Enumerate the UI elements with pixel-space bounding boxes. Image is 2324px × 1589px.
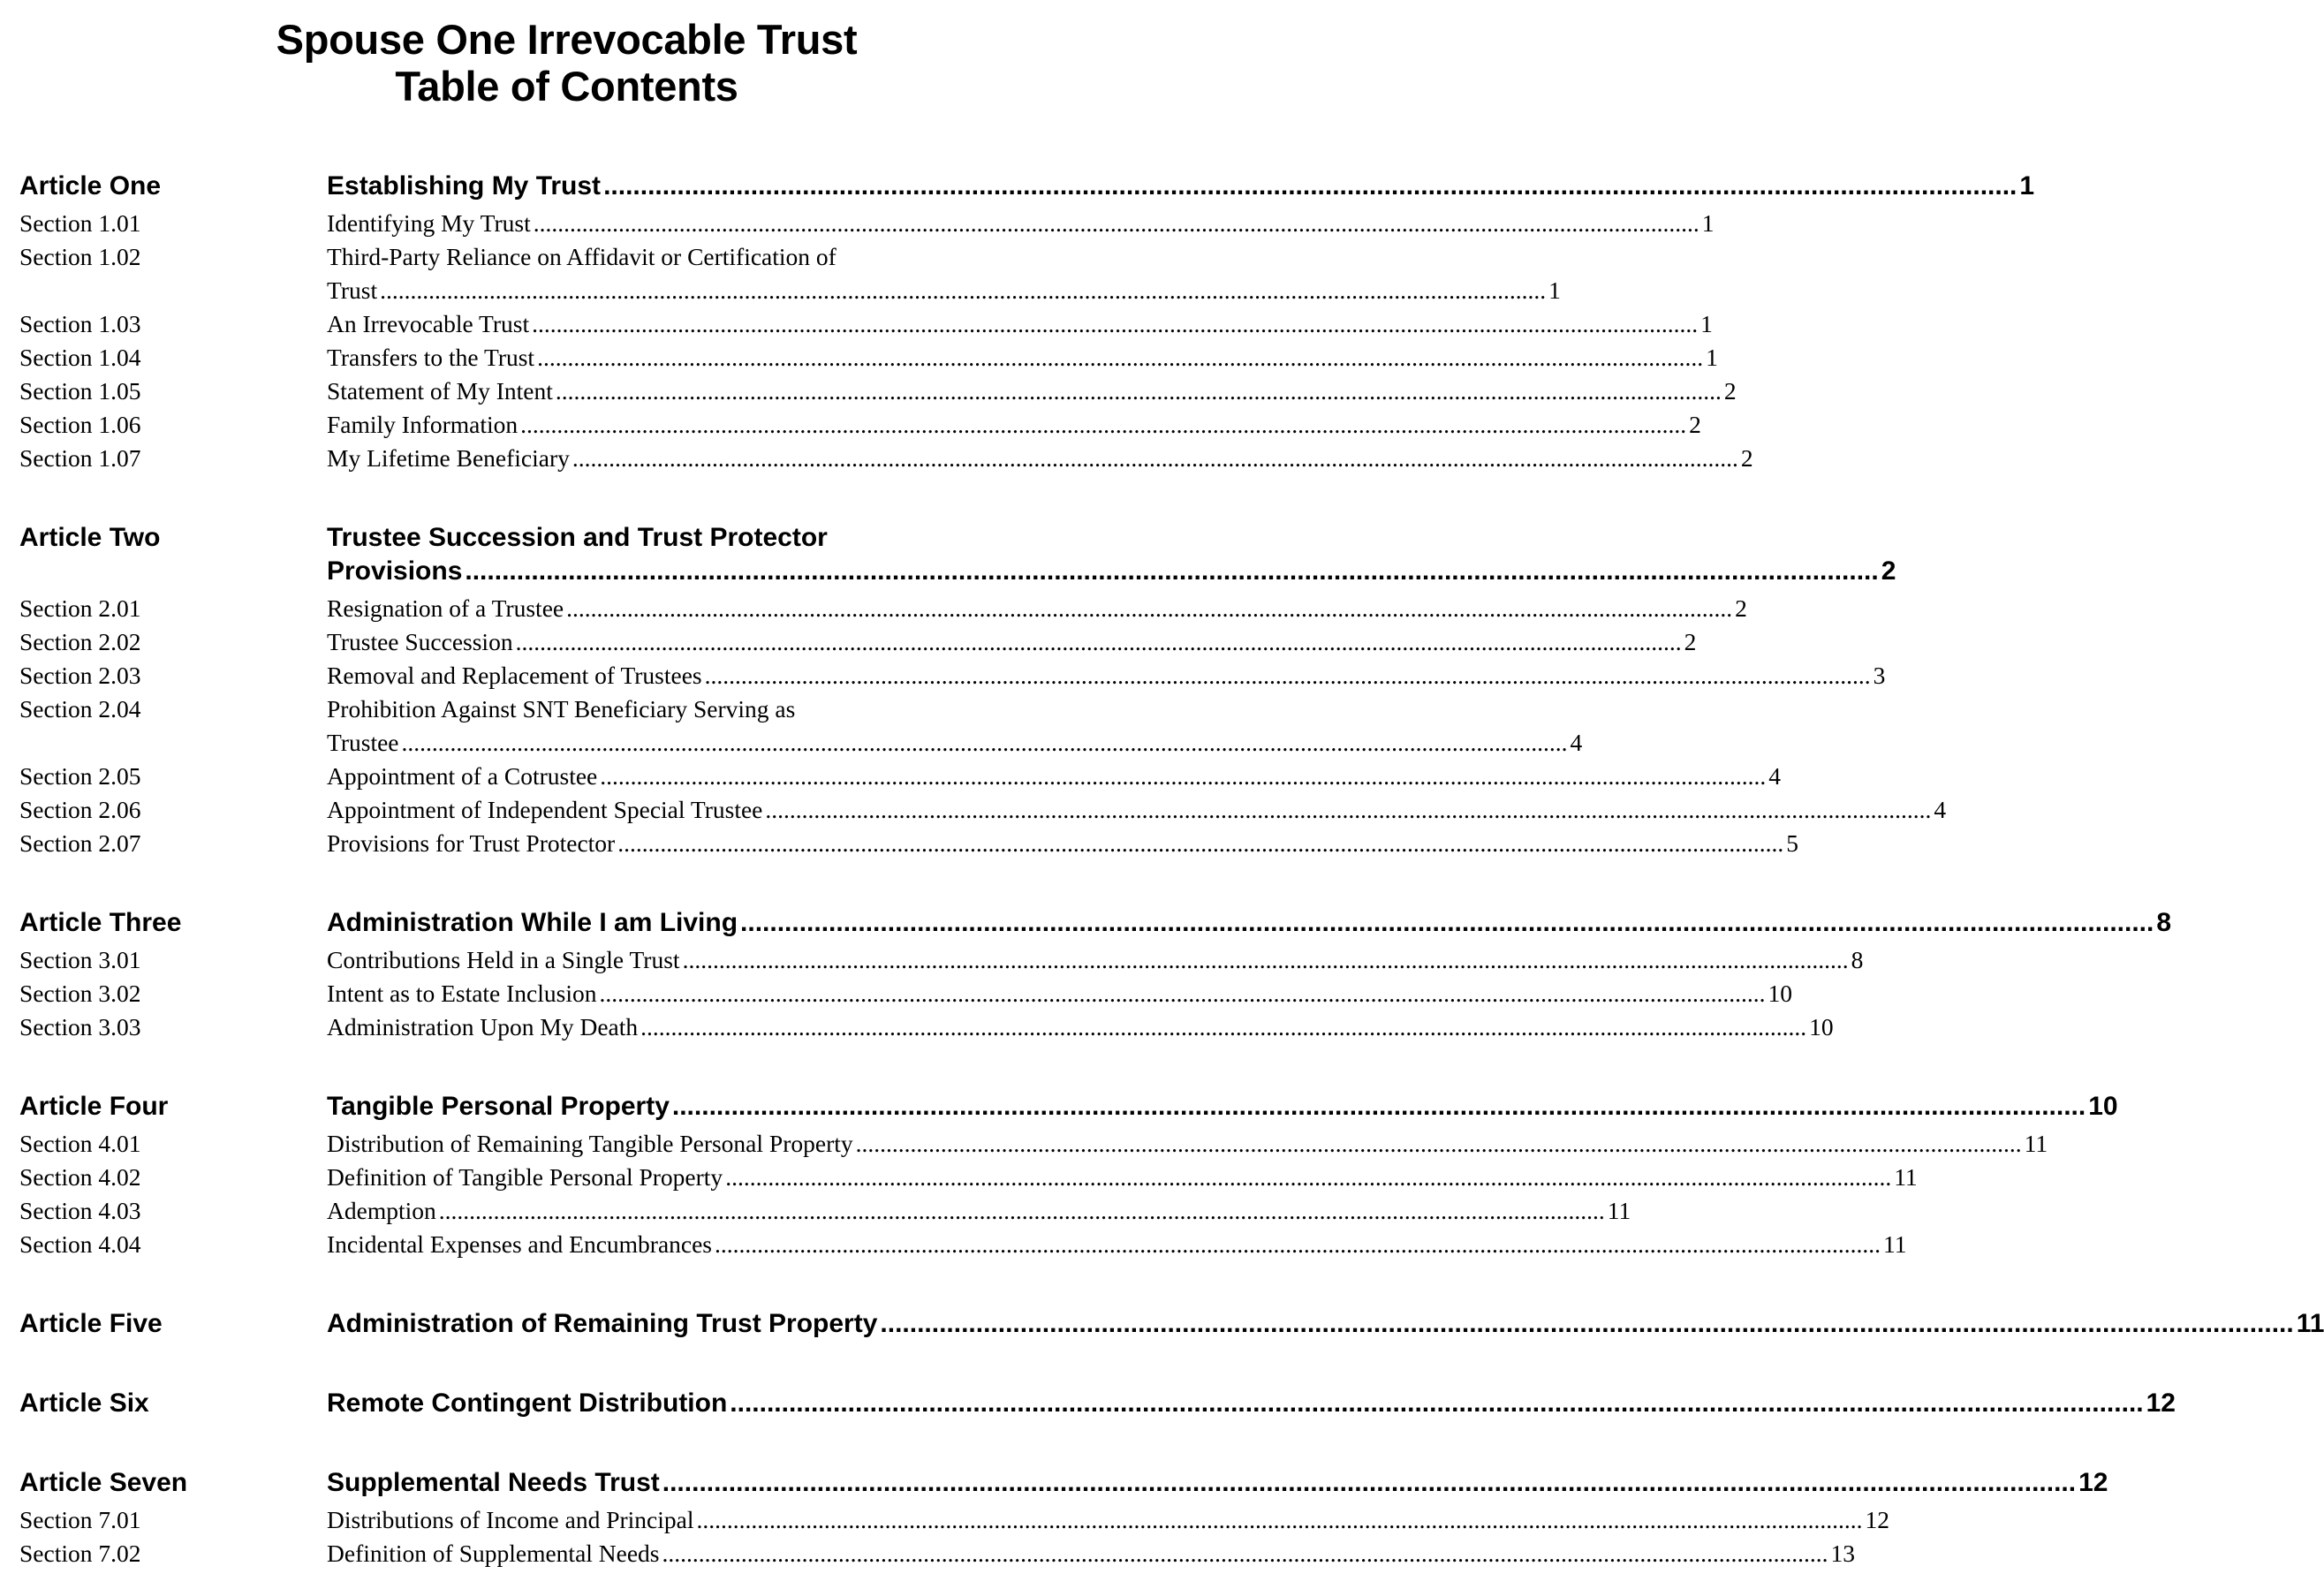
article-heading-row[interactable]: [19, 906, 2172, 940]
section-label: Section 2.07: [19, 829, 141, 857]
section-title-cell: [327, 408, 1701, 442]
section-page-number: 2: [1684, 628, 1697, 655]
section-label: Section 3.01: [19, 946, 141, 973]
section-entry: [327, 943, 1863, 977]
article-entry: [327, 555, 1896, 588]
section-title: Distribution of Remaining Tangible Personal Property: [327, 1130, 853, 1157]
article-page-number: 8: [2156, 908, 2172, 937]
article-title-line: Trustee Succession and Trust Protector: [327, 523, 828, 552]
dot-leader: [696, 1503, 1862, 1537]
article-title-cell: [327, 906, 2171, 940]
section-entry: [327, 1010, 1834, 1044]
section-page-number: 11: [2024, 1130, 2048, 1157]
dot-leader: [683, 943, 1849, 977]
dot-leader: [856, 1127, 2022, 1161]
section-row[interactable]: [19, 1127, 2048, 1161]
article-block: [19, 906, 2172, 1044]
section-title: Ademption: [327, 1197, 436, 1224]
article-heading-row[interactable]: [19, 521, 1896, 588]
dot-leader: [765, 793, 1931, 827]
section-label: Section 2.05: [19, 762, 141, 790]
section-entry: [327, 408, 1701, 442]
section-row[interactable]: [19, 1228, 1907, 1261]
section-entry: [327, 307, 1713, 341]
section-title-cell: [327, 1537, 1855, 1570]
dot-leader: [572, 442, 1738, 475]
section-label: Section 1.02: [19, 243, 141, 270]
section-row[interactable]: [19, 625, 1697, 659]
section-entry: [327, 625, 1696, 659]
dot-leader: [715, 1228, 1881, 1261]
section-title-cell: [327, 659, 1885, 692]
section-label: Section 2.06: [19, 796, 141, 823]
dot-leader: [725, 1161, 1891, 1194]
article-page-number: 2: [1881, 556, 1896, 586]
section-page-number: 5: [1786, 829, 1798, 857]
section-entry: [327, 793, 1946, 827]
section-label: Section 1.01: [19, 209, 141, 237]
section-title: Trustee: [327, 729, 399, 756]
section-page-number: 1: [1548, 276, 1561, 304]
article-entry: [327, 1466, 2108, 1500]
section-entry: [327, 207, 1714, 240]
section-title-cell: [327, 442, 1753, 475]
dot-leader: [705, 659, 1871, 692]
article-title-cell: [327, 1090, 2118, 1124]
section-page-number: 12: [1865, 1506, 1889, 1533]
section-entry: [327, 659, 1885, 692]
dot-leader: [640, 1010, 1806, 1044]
section-title-cell: [327, 341, 1718, 375]
section-page-number: 10: [1809, 1013, 1834, 1040]
section-title: Statement of My Intent: [327, 377, 553, 405]
dot-leader: [600, 760, 1766, 793]
section-page-number: 2: [1689, 411, 1701, 438]
section-title: Definition of Supplemental Needs: [327, 1540, 660, 1567]
section-entry: [327, 977, 1792, 1010]
section-entry: [327, 760, 1781, 793]
section-label: Section 3.03: [19, 1013, 141, 1040]
section-label: Section 4.01: [19, 1130, 141, 1157]
section-title-cell: [327, 625, 1696, 659]
article-heading-row[interactable]: [19, 1307, 2324, 1341]
section-title: Appointment of Independent Special Trustee: [327, 796, 763, 823]
dot-leader: [402, 726, 1568, 760]
section-row[interactable]: [19, 760, 1782, 793]
table-of-contents: [19, 170, 2324, 1570]
dot-leader: [662, 1466, 2076, 1500]
section-row[interactable]: [19, 375, 1737, 408]
section-entry: [327, 442, 1753, 475]
section-title-cell: [327, 592, 1747, 625]
section-title-cell: [327, 1127, 2048, 1161]
section-label: Section 1.07: [19, 444, 141, 472]
section-row[interactable]: [19, 1194, 1631, 1228]
section-title-cell: [327, 207, 1714, 240]
section-title-cell: [327, 240, 1561, 307]
section-title: Contributions Held in a Single Trust: [327, 946, 680, 973]
section-entry: [327, 274, 1561, 307]
section-row[interactable]: [19, 307, 1713, 341]
section-entry: [327, 375, 1737, 408]
dot-leader: [617, 827, 1783, 860]
section-label: Section 2.03: [19, 662, 141, 689]
section-page-number: 4: [1570, 729, 1583, 756]
dot-leader: [534, 207, 1699, 240]
article-entry: [327, 906, 2171, 940]
dot-leader: [556, 375, 1722, 408]
dot-leader: [880, 1307, 2293, 1341]
section-title-line: Third-Party Reliance on Affidavit or Certification of: [327, 243, 836, 270]
section-title-cell: [327, 1228, 1907, 1261]
section-label: Section 1.05: [19, 377, 141, 405]
article-title: Administration of Remaining Trust Property: [327, 1309, 878, 1338]
section-entry: [327, 1228, 1907, 1261]
section-row[interactable]: [19, 827, 1798, 860]
section-row[interactable]: [19, 977, 1792, 1010]
dot-leader: [380, 274, 1546, 307]
article-block: [19, 1307, 2324, 1341]
dot-leader: [662, 1537, 1828, 1570]
section-page-number: 13: [1830, 1540, 1856, 1567]
section-title: Trustee Succession: [327, 628, 513, 655]
section-title-cell: [327, 375, 1737, 408]
section-label: Section 2.02: [19, 628, 141, 655]
article-title-cell: [327, 1307, 2324, 1341]
section-label: Section 2.04: [19, 695, 141, 723]
section-title: Distributions of Income and Principal: [327, 1506, 694, 1533]
article-label: Article Five: [19, 1309, 163, 1338]
section-title-cell: [327, 943, 1863, 977]
article-title-cell: [327, 170, 2034, 203]
dot-leader: [740, 906, 2154, 940]
article-title: Tangible Personal Property: [327, 1092, 670, 1121]
section-label: Section 4.04: [19, 1230, 141, 1258]
article-entry: [327, 1090, 2118, 1124]
article-heading-row[interactable]: [19, 1387, 2176, 1420]
section-page-number: 10: [1768, 980, 1792, 1007]
article-heading-row[interactable]: [19, 1090, 2118, 1124]
dot-leader: [532, 307, 1698, 341]
section-title: Appointment of a Cotrustee: [327, 762, 598, 790]
article-page-number: 1: [2019, 171, 2035, 201]
section-label: Section 3.02: [19, 980, 141, 1007]
section-page-number: 11: [1894, 1163, 1918, 1191]
section-page-number: 1: [1701, 209, 1715, 237]
dot-leader: [603, 170, 2017, 203]
section-row[interactable]: [19, 1010, 1834, 1044]
section-title: My Lifetime Beneficiary: [327, 444, 570, 472]
section-entry: [327, 1503, 1889, 1537]
article-title: Administration While I am Living: [327, 908, 738, 937]
section-row[interactable]: [19, 692, 1583, 760]
section-page-number: 2: [1735, 594, 1747, 622]
section-row[interactable]: [19, 592, 1747, 625]
section-row[interactable]: [19, 793, 1947, 827]
article-heading-row[interactable]: [19, 170, 2035, 203]
section-title: Transfers to the Trust: [327, 344, 535, 371]
section-label: Section 4.02: [19, 1163, 141, 1191]
section-label: Section 7.01: [19, 1506, 141, 1533]
section-entry: [327, 341, 1718, 375]
dot-leader: [465, 555, 1878, 588]
dot-leader: [730, 1387, 2143, 1420]
section-entry: [327, 1537, 1855, 1570]
section-label: Section 4.03: [19, 1197, 141, 1224]
section-page-number: 8: [1851, 946, 1864, 973]
document-title: [55, 16, 1079, 110]
section-title: Trust: [327, 276, 378, 304]
section-title-cell: [327, 977, 1792, 1010]
section-title: Provisions for Trust Protector: [327, 829, 616, 857]
section-title: Identifying My Trust: [327, 209, 531, 237]
section-row[interactable]: [19, 1161, 1918, 1194]
dot-leader: [599, 977, 1765, 1010]
article-title-cell: [327, 1387, 2176, 1420]
section-label: Section 1.04: [19, 344, 141, 371]
article-block: [19, 1090, 2118, 1261]
section-label: Section 1.03: [19, 310, 141, 337]
section-title-cell: [327, 1503, 1889, 1537]
article-entry: [327, 170, 2034, 203]
article-title: Remote Contingent Distribution: [327, 1388, 728, 1418]
section-title: An Irrevocable Trust: [327, 310, 530, 337]
section-title: Definition of Tangible Personal Property: [327, 1163, 723, 1191]
section-page-number: 4: [1934, 796, 1947, 823]
dot-leader: [516, 625, 1682, 659]
section-page-number: 3: [1873, 662, 1886, 689]
article-label: Article One: [19, 171, 162, 201]
article-block: [19, 1466, 2108, 1570]
section-title-cell: [327, 1161, 1918, 1194]
article-title-cell: [327, 1466, 2108, 1500]
section-title-cell: [327, 692, 1582, 760]
article-page-number: 12: [2146, 1388, 2176, 1418]
section-title-cell: [327, 1194, 1631, 1228]
article-entry: [327, 1307, 2324, 1341]
section-label: Section 7.02: [19, 1540, 141, 1567]
section-entry: [327, 1127, 2048, 1161]
section-row[interactable]: [19, 442, 1753, 475]
article-page-number: 10: [2088, 1092, 2118, 1121]
dot-leader: [566, 592, 1732, 625]
section-entry: [327, 1194, 1631, 1228]
article-title: Supplemental Needs Trust: [327, 1468, 660, 1497]
section-title: Intent as to Estate Inclusion: [327, 980, 597, 1007]
section-title-line: Prohibition Against SNT Beneficiary Serving as: [327, 695, 796, 723]
section-label: Section 2.01: [19, 594, 141, 622]
article-page-number: 11: [2296, 1309, 2324, 1338]
dot-leader: [672, 1090, 2086, 1124]
section-entry: [327, 726, 1582, 760]
section-page-number: 2: [1723, 377, 1737, 405]
section-label: Section 1.06: [19, 411, 141, 438]
dot-leader: [537, 341, 1703, 375]
dot-leader: [520, 408, 1686, 442]
article-title: Provisions: [327, 556, 463, 586]
section-title: Removal and Replacement of Trustees: [327, 662, 702, 689]
section-title-cell: [327, 760, 1781, 793]
article-label: Article Three: [19, 908, 182, 937]
section-entry: [327, 592, 1747, 625]
section-row[interactable]: [19, 408, 1701, 442]
section-page-number: 4: [1768, 762, 1782, 790]
section-page-number: 2: [1740, 444, 1753, 472]
section-row[interactable]: [19, 1537, 1856, 1570]
section-title-cell: [327, 827, 1798, 860]
section-row[interactable]: [19, 341, 1718, 375]
section-page-number: 1: [1700, 310, 1713, 337]
article-label: Article Seven: [19, 1468, 188, 1497]
article-page-number: 12: [2078, 1468, 2108, 1497]
section-title-cell: [327, 1010, 1834, 1044]
article-label: Article Two: [19, 523, 161, 552]
section-title: Administration Upon My Death: [327, 1013, 639, 1040]
section-row[interactable]: [19, 1503, 1889, 1537]
title-line-2: Table of Contents: [395, 63, 738, 110]
section-title: Family Information: [327, 411, 519, 438]
section-page-number: 11: [1607, 1197, 1631, 1224]
article-block: [19, 521, 1947, 860]
article-entry: [327, 1387, 2176, 1420]
section-row[interactable]: [19, 207, 1715, 240]
section-page-number: 1: [1706, 344, 1718, 371]
section-row[interactable]: [19, 659, 1886, 692]
title-line-1: Spouse One Irrevocable Trust: [276, 16, 858, 63]
article-label: Article Six: [19, 1388, 149, 1418]
section-entry: [327, 827, 1798, 860]
section-title: Incidental Expenses and Encumbrances: [327, 1230, 713, 1258]
article-label: Article Four: [19, 1092, 169, 1121]
section-title-cell: [327, 793, 1946, 827]
section-row[interactable]: [19, 943, 1864, 977]
section-entry: [327, 1161, 1918, 1194]
article-heading-row[interactable]: [19, 1466, 2108, 1500]
article-title-cell: [327, 521, 1896, 588]
article-block: [19, 170, 2035, 475]
dot-leader: [439, 1194, 1605, 1228]
section-title-cell: [327, 307, 1713, 341]
section-title: Resignation of a Trustee: [327, 594, 564, 622]
article-block: [19, 1387, 2176, 1420]
section-row[interactable]: [19, 240, 1561, 307]
article-title: Establishing My Trust: [327, 171, 602, 201]
section-page-number: 11: [1883, 1230, 1907, 1258]
